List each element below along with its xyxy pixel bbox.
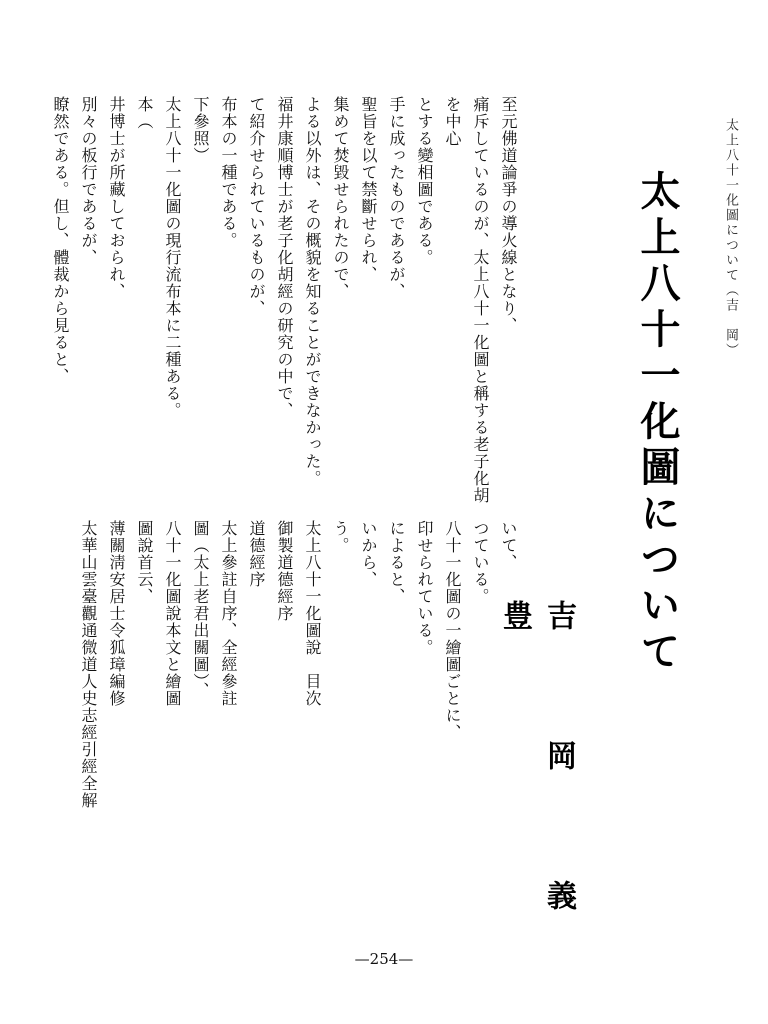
body-line: 道德經序	[247, 520, 266, 588]
body-text-upper	[51, 96, 522, 506]
body-line: 福井康順博士が老子化胡經の研究の中で、	[275, 96, 294, 419]
body-line: 圖說首云、	[135, 520, 154, 605]
body-line: によると、	[387, 520, 406, 605]
body-line: 太華山雲臺觀通微道人史志經引經全解	[79, 520, 98, 809]
body-line: 下參照）	[191, 96, 210, 164]
body-line: 瞭然である。但し、體裁から見ると、	[51, 96, 70, 385]
table-of-contents-heading: 太上八十一化圖說 目次	[303, 520, 322, 707]
body-line: つている。	[471, 520, 490, 605]
body-line: 八十一化圖說本文と繪圖	[163, 520, 182, 707]
body-line: 太上參註自序、全經參註	[219, 520, 238, 707]
body-line: 布本の一種である。	[219, 96, 238, 249]
author-name: 吉 岡 義 豊	[497, 600, 576, 1020]
running-head: 太上八十一化圖について（吉 岡）	[723, 118, 738, 358]
body-line: 至元佛道論爭の導火線となり、	[499, 96, 518, 334]
body-line: 本（	[135, 96, 154, 130]
body-line: 御製道德經序	[275, 520, 294, 622]
body-line: 井博士が所藏しておられ、	[107, 96, 126, 300]
body-line: う。	[331, 520, 350, 554]
body-line: 薄關淸安居士令狐璋編修	[107, 520, 126, 707]
body-line: 印せられている。	[415, 520, 434, 656]
body-line: て紹介せられているものが、	[247, 96, 266, 317]
body-line: よる以外は、その概貌を知ることができなかった。	[303, 96, 322, 487]
body-line: 太上八十一化圖の現行流布本に二種ある。	[163, 96, 182, 419]
body-line: 手に成ったものであるが、	[387, 96, 406, 300]
body-line: 圖（太上老君出關圖）、	[191, 520, 210, 699]
body-text-lower	[60, 520, 522, 930]
body-line: 八十一化圖の一繪圖ごとに、	[443, 520, 462, 741]
body-line: 別々の板行であるが、	[79, 96, 98, 266]
article-title: 太上八十一化圖について	[634, 170, 681, 676]
body-line: 聖旨を以て禁斷せられ、	[359, 96, 378, 283]
body-line: 集めて焚毀せられたので、	[331, 96, 350, 300]
page-number: —254—	[354, 950, 414, 968]
body-line: いて、	[499, 520, 518, 571]
body-line: とする變相圖である。	[415, 96, 434, 266]
body-line: 痛斥しているのが、太上八十一化圖と稱する老子化胡を中心	[443, 96, 490, 504]
body-line: いから、	[359, 520, 378, 588]
